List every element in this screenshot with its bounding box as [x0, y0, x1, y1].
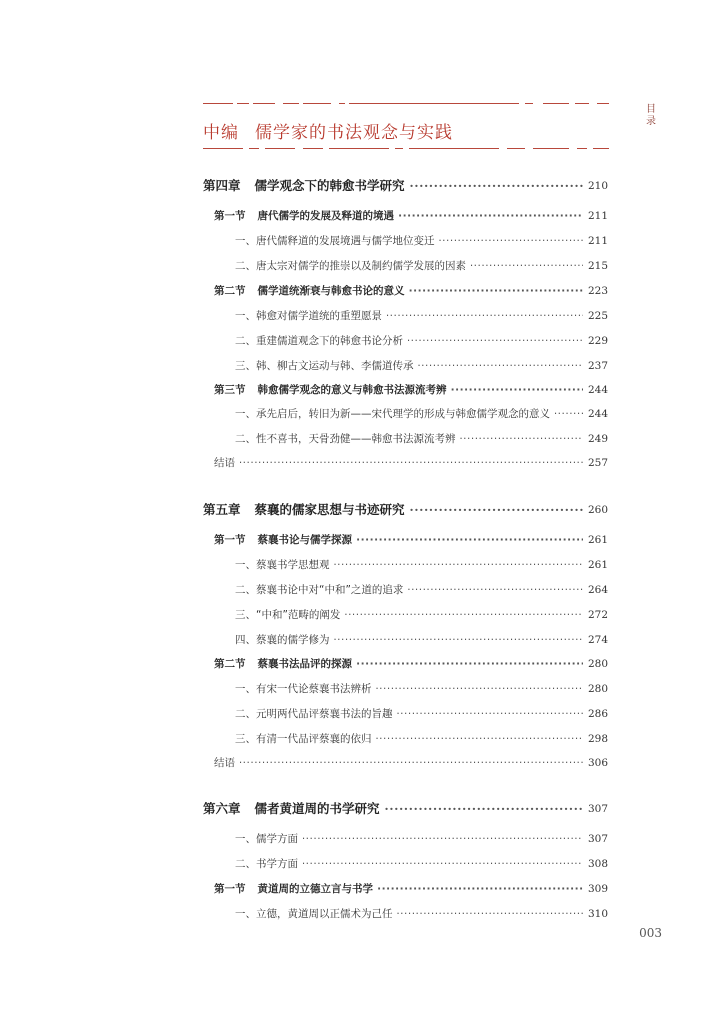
entry-title	[214, 381, 583, 399]
entry-page-number: 261	[587, 559, 608, 571]
item-entry[interactable]	[0, 606, 718, 624]
entry-text: 儒学观念下的韩愈书学研究	[254, 178, 405, 193]
item-entry[interactable]	[0, 357, 718, 375]
entry-title	[203, 501, 583, 519]
entry-number: 第六章	[203, 801, 241, 816]
entry-text: 蔡襄的儒家思想与书迹研究	[254, 502, 405, 517]
entry-page-number: 274	[587, 634, 608, 646]
item-entry[interactable]	[0, 581, 718, 599]
entry-text: 结语	[214, 757, 235, 769]
entry-text: 黄道周的立德立言与书学	[257, 883, 373, 895]
entry-title	[235, 905, 583, 923]
part-name: 儒学家的书法观念与实践	[255, 123, 453, 143]
entry-page-number: 237	[587, 360, 608, 372]
section-entry[interactable]	[0, 282, 718, 300]
entry-page-number: 272	[587, 609, 608, 621]
entry-number: 第二节	[214, 658, 246, 670]
entry-text: 二、重建儒道观念下的韩愈书论分析	[235, 335, 403, 347]
entry-text: 儒者黄道周的书学研究	[254, 801, 380, 816]
entry-text: 结语	[214, 457, 235, 469]
entry-text: 二、唐太宗对儒学的推崇以及制约儒学发展的因素	[235, 260, 466, 272]
item-entry[interactable]	[0, 705, 718, 723]
entry-title	[235, 680, 583, 698]
item-entry[interactable]	[0, 307, 718, 325]
item-entry[interactable]	[0, 730, 718, 748]
entry-text: 儒学道统渐衰与韩愈书论的意义	[257, 285, 405, 297]
page-number: 003	[639, 926, 662, 940]
entry-number: 第五章	[203, 502, 241, 517]
section-entry[interactable]	[0, 531, 718, 549]
entry-title	[203, 800, 583, 818]
entry-page-number: 215	[587, 260, 608, 272]
entry-text: 二、元明两代品评蔡襄书法的旨趣	[235, 708, 393, 720]
entry-text: 二、蔡襄书论中对“中和”之道的追求	[235, 584, 404, 596]
entry-title	[235, 855, 583, 873]
entry-page-number: 210	[587, 180, 608, 192]
entry-title	[235, 357, 583, 375]
entry-title	[235, 430, 583, 448]
entry-page-number: 225	[587, 310, 608, 322]
entry-title	[203, 177, 583, 195]
entry-title	[235, 556, 583, 574]
entry-text: 一、唐代儒释道的发展境遇与儒学地位变迁	[235, 235, 435, 247]
entry-page-number: 309	[587, 883, 608, 895]
entry-page-number: 286	[587, 708, 608, 720]
section-tab-char-1: 目	[646, 104, 656, 115]
entry-page-number: 244	[587, 384, 608, 396]
entry-title	[235, 730, 583, 748]
item-entry[interactable]	[0, 631, 718, 649]
entry-page-number: 298	[587, 733, 608, 745]
chapter-entry[interactable]	[0, 501, 718, 519]
item-entry[interactable]	[0, 332, 718, 350]
entry-title	[235, 257, 583, 275]
entry-text: 一、立德，黄道周以正儒术为己任	[235, 908, 393, 920]
entry-text: 三、有清一代品评蔡襄的依归	[235, 733, 372, 745]
section-entry[interactable]	[0, 207, 718, 225]
entry-page-number: 264	[587, 584, 608, 596]
entry-title	[235, 307, 583, 325]
entry-page-number: 280	[587, 658, 608, 670]
section-tab-char-2: 录	[646, 116, 656, 127]
entry-page-number: 306	[587, 757, 608, 769]
section-entry[interactable]	[0, 655, 718, 673]
entry-text: 一、有宋一代论蔡襄书法辨析	[235, 683, 372, 695]
entry-page-number: 211	[587, 235, 608, 247]
entry-title	[214, 282, 583, 300]
entry-text: 二、书学方面	[235, 858, 298, 870]
entry-page-number: 260	[587, 504, 608, 516]
entry-number: 第一节	[214, 883, 246, 895]
item-entry[interactable]	[0, 430, 718, 448]
entry-text: 韩愈儒学观念的意义与韩愈书法源流考辨	[257, 384, 447, 396]
entry-title	[235, 581, 583, 599]
entry-title	[235, 405, 583, 423]
entry-title	[235, 232, 583, 250]
entry-number: 第四章	[203, 178, 241, 193]
item-entry[interactable]	[0, 830, 718, 848]
entry-text: 四、蔡襄的儒学修为	[235, 634, 330, 646]
entry-title	[214, 454, 583, 472]
item-entry[interactable]	[0, 905, 718, 923]
entry-title	[235, 705, 583, 723]
entry-page-number: 308	[587, 858, 608, 870]
chapter-entry[interactable]	[0, 800, 718, 818]
part-label: 中编	[203, 123, 239, 143]
entry-text: 一、承先启后，转旧为新——宋代理学的形成与韩愈儒学观念的意义	[235, 408, 550, 420]
item-entry[interactable]	[0, 405, 718, 423]
entry-title	[214, 207, 583, 225]
conclusion-entry[interactable]	[0, 754, 718, 772]
entry-title	[214, 754, 583, 772]
entry-page-number: 280	[587, 683, 608, 695]
entry-page-number: 261	[587, 534, 608, 546]
entry-page-number: 307	[587, 803, 608, 815]
entry-title	[235, 830, 583, 848]
entry-title	[214, 531, 583, 549]
entry-page-number: 223	[587, 285, 608, 297]
entry-title	[214, 655, 583, 673]
item-entry[interactable]	[0, 232, 718, 250]
entry-text: 蔡襄书论与儒学探源	[257, 534, 352, 546]
entry-page-number: 310	[587, 908, 608, 920]
entry-text: 二、性不喜书，天骨劲健——韩愈书法源流考辨	[235, 433, 456, 445]
entry-page-number: 211	[587, 210, 608, 222]
entry-title	[235, 606, 583, 624]
entry-title	[235, 631, 583, 649]
entry-text: 一、蔡襄书学思想观	[235, 559, 330, 571]
entry-text: 一、韩愈对儒学道统的重塑愿景	[235, 310, 382, 322]
chapter-entry[interactable]	[0, 177, 718, 195]
conclusion-entry[interactable]	[0, 454, 718, 472]
entry-page-number: 307	[587, 833, 608, 845]
entry-number: 第三节	[214, 384, 246, 396]
entry-page-number: 244	[587, 408, 608, 420]
entry-page-number: 257	[587, 457, 608, 469]
item-entry[interactable]	[0, 556, 718, 574]
section-entry[interactable]	[0, 880, 718, 898]
entry-text: 蔡襄书法品评的探源	[257, 658, 352, 670]
entry-number: 第一节	[214, 534, 246, 546]
entry-page-number: 249	[587, 433, 608, 445]
item-entry[interactable]	[0, 855, 718, 873]
entry-title	[235, 332, 583, 350]
entry-number: 第一节	[214, 210, 246, 222]
entry-text: 三、“中和”范畴的阐发	[235, 609, 341, 621]
item-entry[interactable]	[0, 680, 718, 698]
entry-title	[214, 880, 583, 898]
entry-page-number: 229	[587, 335, 608, 347]
section-entry[interactable]	[0, 381, 718, 399]
entry-text: 唐代儒学的发展及释道的境遇	[257, 210, 394, 222]
entry-text: 三、韩、柳古文运动与韩、李儒道传承	[235, 360, 414, 372]
entry-text: 一、儒学方面	[235, 833, 298, 845]
item-entry[interactable]	[0, 257, 718, 275]
entry-number: 第二节	[214, 285, 246, 297]
